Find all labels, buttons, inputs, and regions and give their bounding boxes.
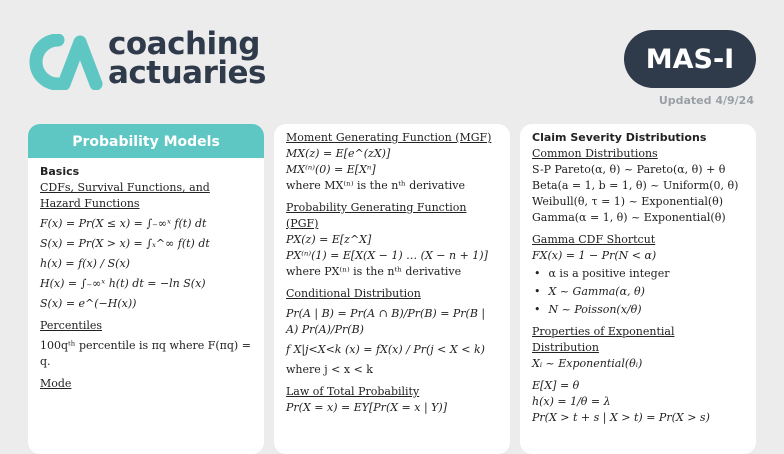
subheading-cdf: CDFs, Survival Functions, and bbox=[40, 181, 210, 194]
subheading-conditional: Conditional Distribution bbox=[286, 287, 421, 300]
eq-memoryless: Pr(X > t + s | X > t) = Pr(X > s) bbox=[532, 411, 710, 424]
eq-conditional-density: f X|j<X<k (x) = fX(x) / Pr(j < X < k) bbox=[286, 343, 485, 356]
eq-conditional: Pr(A | B) = Pr(A ∩ B)/Pr(B) = Pr(B | A) Pr(A)/Pr(B) bbox=[286, 307, 486, 336]
panel-claim-severity bbox=[520, 124, 756, 454]
eq-pgf: PX(z) = E[z^X] bbox=[286, 233, 372, 246]
brand-logo bbox=[28, 26, 288, 91]
exam-badge: MAS-I bbox=[624, 30, 756, 88]
subheading-total-prob: Law of Total Probability bbox=[286, 385, 420, 398]
subheading-pgf: Probability Generating Function (PGF) bbox=[286, 201, 467, 230]
eq-pgf-deriv: PX⁽ⁿ⁾(1) = E[X(X − 1) … (X − n + 1)] bbox=[286, 249, 488, 262]
subheading-common: Common Distributions bbox=[532, 147, 658, 160]
subheading-gamma-cdf: Gamma CDF Shortcut bbox=[532, 233, 656, 246]
conditional-note: where j < x < k bbox=[286, 363, 373, 376]
bullet-alpha: • α is a positive integer bbox=[534, 266, 744, 282]
bullet-gamma: • X ~ Gamma(α, θ) bbox=[534, 284, 744, 300]
eq-cdf: F(x) = Pr(X ≤ x) = ∫₋∞ˣ f(t) dt bbox=[40, 217, 207, 230]
eq-survival-exp: S(x) = e^(−H(x)) bbox=[40, 297, 137, 310]
panel-probability-models bbox=[28, 124, 264, 454]
dist-pareto: S-P Pareto(α, θ) ~ Pareto(α, θ) + θ bbox=[532, 163, 726, 176]
eq-cum-hazard: H(x) = ∫₋∞ˣ h(t) dt = −ln S(x) bbox=[40, 277, 206, 290]
eq-total-prob: Pr(X = x) = EY[Pr(X = x | Y)] bbox=[286, 401, 448, 414]
subheading-mode: Mode bbox=[40, 377, 72, 390]
eq-gamma-cdf: FX(x) = 1 − Pr(N < α) bbox=[532, 249, 657, 262]
eq-exp-hazard: h(x) = 1/θ = λ bbox=[532, 395, 611, 408]
bullet-poisson: • N ~ Poisson(x/θ) bbox=[534, 302, 744, 318]
subheading-exponential: Properties of Exponential Distribution bbox=[532, 325, 675, 354]
eq-survival: S(x) = Pr(X > x) = ∫ₓ^∞ f(t) dt bbox=[40, 237, 210, 250]
eq-mgf-deriv: MX⁽ⁿ⁾(0) = E[Xⁿ] bbox=[286, 163, 376, 176]
subheading-mgf: Moment Generating Function (MGF) bbox=[286, 131, 492, 144]
eq-mgf: MX(z) = E[e^(zX)] bbox=[286, 147, 391, 160]
eq-exp-mean: E[X] = θ bbox=[532, 379, 580, 392]
eq-exp-def: Xᵢ ~ Exponential(θᵢ) bbox=[532, 357, 643, 370]
dist-beta: Beta(a = 1, b = 1, θ) ~ Uniform(0, θ) bbox=[532, 179, 739, 192]
section-basics: Basics bbox=[40, 165, 80, 178]
section-claim-severity: Claim Severity Distributions bbox=[532, 131, 707, 144]
subheading-hazard: Hazard Functions bbox=[40, 197, 140, 210]
updated-date: Updated 4/9/24 bbox=[658, 94, 754, 107]
pgf-note: where PX⁽ⁿ⁾ is the nᵗʰ derivative bbox=[286, 265, 462, 278]
dist-gamma: Gamma(α = 1, θ) ~ Exponential(θ) bbox=[532, 211, 726, 224]
subheading-percentiles: Percentiles bbox=[40, 319, 103, 332]
brand-name: coaching actuaries bbox=[108, 26, 266, 91]
dist-weibull: Weibull(θ, τ = 1) ~ Exponential(θ) bbox=[532, 195, 724, 208]
ca-logo-icon bbox=[28, 34, 104, 90]
mgf-note: where MX⁽ⁿ⁾ is the nᵗʰ derivative bbox=[286, 179, 466, 192]
eq-hazard: h(x) = f(x) / S(x) bbox=[40, 257, 130, 270]
panel-title: Probability Models bbox=[28, 124, 264, 158]
panel-generating-functions bbox=[274, 124, 510, 454]
percentile-text: 100qᵗʰ percentile is πq where F(πq) = q. bbox=[40, 339, 251, 368]
